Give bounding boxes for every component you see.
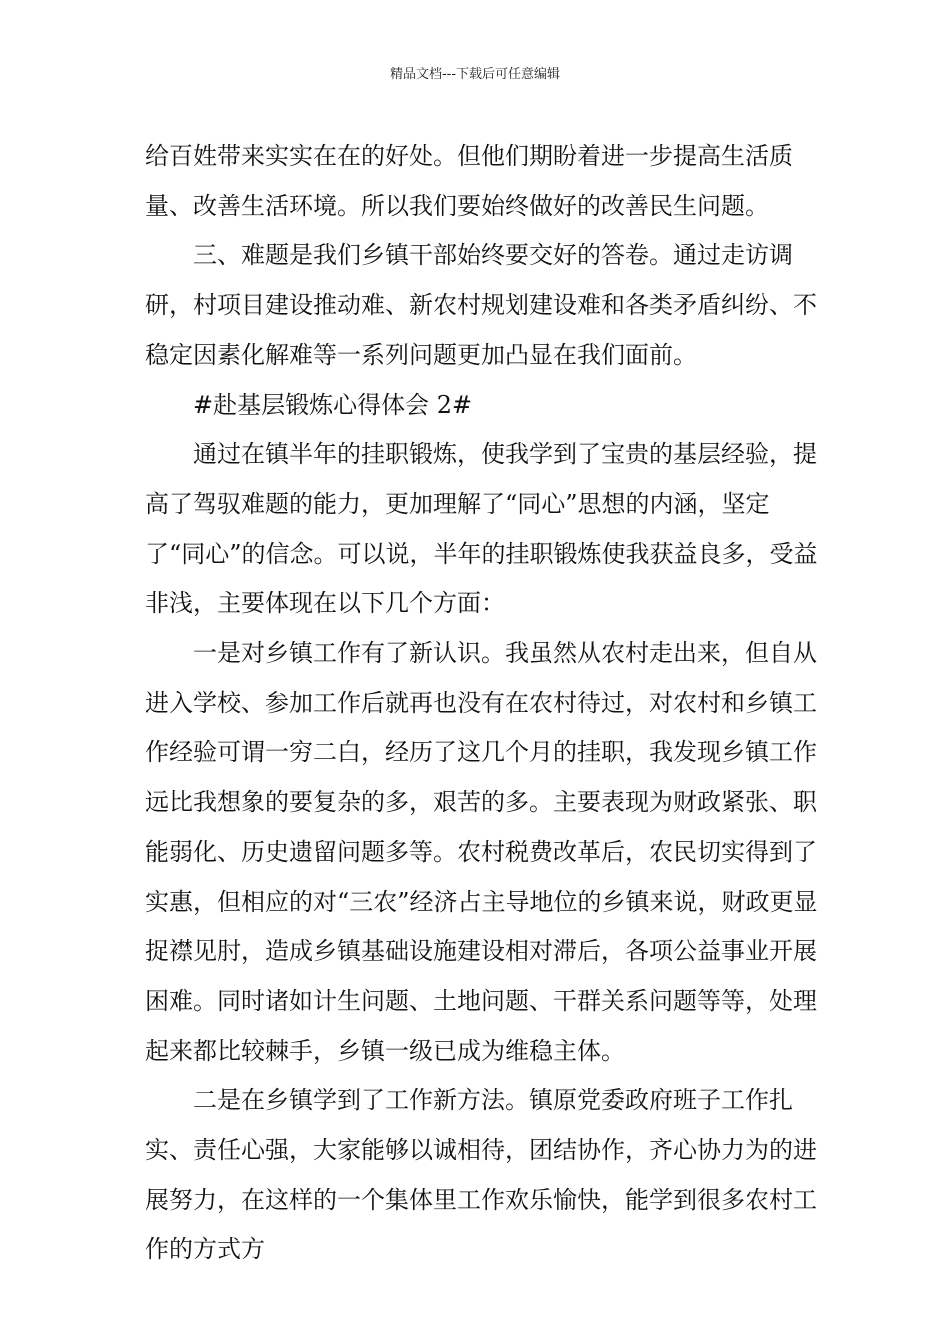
page-header: 精品文档---下载后可任意编辑 <box>389 67 561 82</box>
paragraph-1: 给百姓带来实实在在的好处。但他们期盼着进一步提高生活质量、改善生活环境。所以我们要始终做好的改善民生问题。 <box>145 142 793 220</box>
section-heading: #赴基层锻炼心得体会 2# <box>193 390 473 419</box>
paragraph-5: 二是在乡镇学到了工作新方法。镇原党委政府班子工作扎实、责任心强，大家能够以诚相待，团结协作，齐心协力为的进展努力，在这样的一个集体里工作欢乐愉快，能学到很多农村工作的方式方 <box>145 1086 817 1264</box>
paragraph-4: 一是对乡镇工作有了新认识。我虽然从农村走出来，但自从进入学校、参加工作后就再也没有在农村待过，对农村和乡镇工作经验可谓一穷二白，经历了这几个月的挂职，我发现乡镇工作远比我想象的要复杂的多，艰苦的多。主要表现为财政紧张、职能弱化、历史遗留问题多等。农村税费改革后，农民切实得到了实惠，但相应的对“三农”经济占主导地位的乡镇来说，财政更显捉襟见肘，造成乡镇基础设施建设相对滞后，各项公益事业开展困难。同时诸如计生问题、土地问题、干群关系问题等等，处理起来都比较棘手，乡镇一级已成为维稳主体。 <box>145 639 818 1065</box>
paragraph-3: 通过在镇半年的挂职锻炼，使我学到了宝贵的基层经验，提高了驾驭难题的能力，更加理解了“同心”思想的内涵，坚定了“同心”的信念。可以说，半年的挂职锻炼使我获益良多，受益非浅，主要体现在以下几个方面： <box>145 440 818 618</box>
paragraph-2: 三、难题是我们乡镇干部始终要交好的答卷。通过走访调研，村项目建设推动难、新农村规划建设难和各类矛盾纠纷、不稳定因素化解难等一系列问题更加凸显在我们面前。 <box>145 241 817 369</box>
document-body <box>145 132 825 1275</box>
